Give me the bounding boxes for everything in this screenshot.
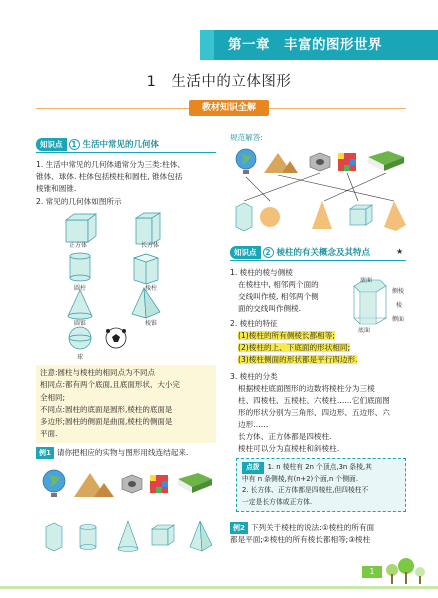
cube-shape <box>350 205 372 225</box>
kp-tag: 知识点 <box>36 138 67 151</box>
s2-line <box>238 354 408 366</box>
example-2 <box>230 522 408 546</box>
kp-title: 生活中常见的几何体 <box>82 140 160 150</box>
kp-rule <box>36 152 216 153</box>
answer-label: 规范解答: <box>230 133 263 142</box>
tip-line <box>242 462 400 474</box>
cone-shape <box>312 201 332 229</box>
fig-label-face: 侧面 <box>392 316 405 323</box>
knowledge-point-2 <box>230 246 370 259</box>
prism-shape <box>134 254 158 284</box>
section-title: 1 生活中的立体图形 <box>146 74 292 90</box>
s3-line: 棱柱可以分为直棱柱和斜棱柱. <box>238 444 340 453</box>
rubiks-cube-icon <box>338 153 356 171</box>
matching-figure <box>232 145 410 235</box>
example-2-line: 都是平面;②棱柱的所有棱长都相等;③棱柱 <box>230 535 371 544</box>
book-icon <box>178 473 212 493</box>
kp-rule <box>230 260 406 261</box>
matching-lines <box>244 173 394 201</box>
note-line: 相同点:都有两个底面,且底面形状、大小完 <box>40 380 180 390</box>
s1-body <box>238 279 348 315</box>
page-number: 1 <box>362 566 382 578</box>
fig-label-edge: 棱 <box>396 302 403 309</box>
tip-line: 中有 n 条侧棱,有(n+2)个面,n 个侧面. <box>242 474 358 483</box>
tip-box <box>236 458 406 512</box>
trees-icon <box>384 556 426 586</box>
section-badge: 教材知识全解 <box>189 100 269 116</box>
s3-line: 根据棱柱底面图形的边数将棱柱分为三棱 <box>238 384 375 393</box>
cylinder-shape <box>70 253 90 281</box>
cone-shape <box>68 290 92 319</box>
fig-label-top: 底面 <box>360 277 373 284</box>
knowledge-point-1 <box>36 138 159 151</box>
s1-line: 在棱柱中, 相邻两个面的 <box>238 280 319 289</box>
globe-icon <box>43 470 65 497</box>
example-label: 例2 <box>230 522 248 534</box>
s2-body <box>238 330 408 366</box>
cube-shape <box>66 214 96 242</box>
kp-number: 1 <box>69 139 80 150</box>
note-line: 全相同; <box>40 392 66 402</box>
s3-line: 边形…… <box>238 420 269 429</box>
fig-label-bottom: 底面 <box>358 327 371 334</box>
cone-shape <box>118 521 138 552</box>
pyramid-shape <box>190 521 212 551</box>
highlight-text: (2)棱柱的上、下底面的形状相同; <box>238 343 351 352</box>
para-1 <box>36 159 216 195</box>
cube-shape <box>152 525 174 545</box>
label-cube: 正方体 <box>69 242 88 249</box>
tip-line: 2. 长方体、正方体都是四棱柱,但四棱柱不 <box>242 486 369 494</box>
label-pyramid: 棱锥 <box>145 320 158 327</box>
example-1 <box>36 447 221 459</box>
sphere-shape <box>260 207 280 227</box>
note-line: 注意:圆柱与棱柱的相同点为不同点 <box>40 368 156 377</box>
cylinder-shape <box>80 525 96 550</box>
objects-figure <box>40 465 215 555</box>
book-icon <box>368 151 404 171</box>
example-2-line <box>230 522 408 534</box>
para-1-line: 棱锥和圆锥. <box>36 184 77 193</box>
s2-title: 2. 棱柱的特征 <box>230 319 278 328</box>
note-line: 不同点:圆柱的底面是圆形,棱柱的底面是 <box>40 404 173 414</box>
s1-title: 1. 棱柱的棱与侧棱 <box>230 268 293 277</box>
soccer-ball-icon <box>106 328 126 348</box>
s3-line: 柱、四棱柱、五棱柱、六棱柱……它们底面图 <box>238 396 390 405</box>
s1-line: 交线叫作棱, 相邻两个侧 <box>238 292 319 301</box>
s3-line: 长方体、正方体都是四棱柱. <box>238 432 332 441</box>
label-cylinder: 圆柱 <box>74 285 87 292</box>
pyramid-shape <box>132 288 160 318</box>
s3-body <box>238 383 408 455</box>
kp-number: 2 <box>263 247 274 258</box>
pyramids-icon <box>264 153 298 173</box>
globe-icon <box>236 149 256 174</box>
kp-tag: 知识点 <box>230 246 261 259</box>
pyramids-icon <box>74 473 114 497</box>
star-icon: ★ <box>396 247 404 256</box>
nut-icon <box>310 153 330 171</box>
example-label: 例1 <box>36 447 54 459</box>
footer-line <box>0 586 438 589</box>
note-line: 平面. <box>40 429 58 439</box>
tip-text: 1. n 棱柱有 2n 个顶点,3n 条棱,其 <box>267 463 372 471</box>
s2-line <box>238 342 408 354</box>
para-1-line: 1. 生活中常见的几何体通常分为三类:柱体、 <box>36 160 185 169</box>
sphere-shape <box>69 327 91 349</box>
rubiks-cube-icon <box>150 475 168 493</box>
chapter-title: 第一章 丰富的图形世界 <box>214 30 438 60</box>
kp-title: 棱柱的有关概念及其特点 <box>276 248 371 258</box>
label-sphere: 球 <box>77 354 84 361</box>
example-text: 下列关于棱柱的说法:①棱柱的所有面 <box>250 523 375 532</box>
highlight-text: (3)棱柱侧面的形状都是平行四边形. <box>238 355 358 364</box>
para-2: 2. 常见的几何体如图所示 <box>36 197 122 206</box>
s3-title: 3. 棱柱的分类 <box>230 372 278 381</box>
pyramid-shape <box>384 201 406 231</box>
label-prism: 棱柱 <box>145 285 158 292</box>
note-line: 多边形;圆柱的侧面是曲面,棱柱的侧面是 <box>40 417 173 427</box>
label-cone: 圆锥 <box>74 320 87 327</box>
tip-label: 点拨 <box>242 462 264 474</box>
s2-line <box>238 330 408 342</box>
chapter-accent <box>200 30 214 60</box>
example-text: 请你把相应的实物与图形用线连结起来. <box>56 448 189 457</box>
s1-line: 面的交线叫作侧棱. <box>238 304 302 313</box>
prism-shape <box>46 523 62 551</box>
para-1-line: 锥体、球体. 柱体包括棱柱和圆柱, 锥体包括 <box>36 172 183 181</box>
label-cuboid: 长方体 <box>141 242 160 249</box>
prism-shape <box>236 203 252 231</box>
s3-line: 形的形状分别为三角形、四边形、五边形、六 <box>238 408 390 417</box>
fig-label-side-edge: 侧棱 <box>392 288 405 295</box>
note-box <box>36 365 216 443</box>
tip-line: 一定是长方体或正方体. <box>242 497 313 506</box>
nut-icon <box>122 475 142 493</box>
highlight-text: (1)棱柱的所有侧棱长都相等; <box>238 331 335 340</box>
